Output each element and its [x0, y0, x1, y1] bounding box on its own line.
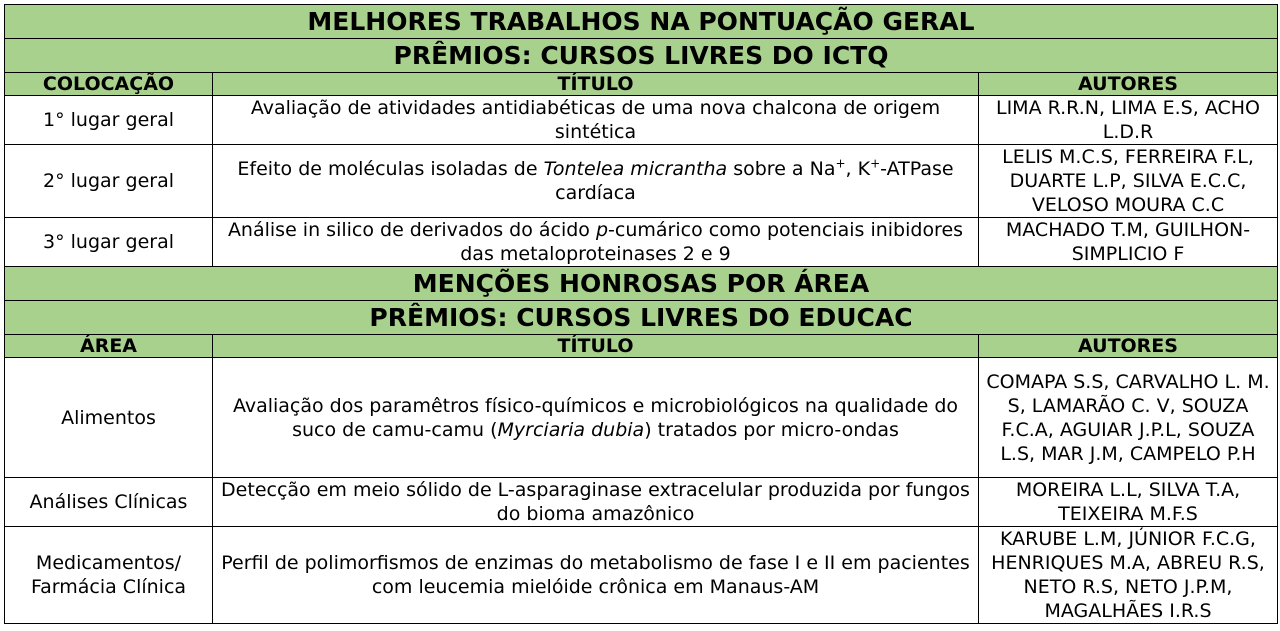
- place-cell: 1° lugar geral: [5, 96, 213, 145]
- title-text: , K: [845, 158, 871, 180]
- section1-subtitle: PRÊMIOS: CURSOS LIVRES DO ICTQ: [5, 39, 1278, 73]
- title-text: Efeito de moléculas isoladas de: [237, 158, 544, 180]
- place-cell: 2° lugar geral: [5, 145, 213, 218]
- awards-table: [4, 4, 1278, 624]
- place-cell: 3° lugar geral: [5, 218, 213, 267]
- superscript: +: [835, 156, 846, 171]
- title-text: sobre a Na: [727, 158, 836, 180]
- section2-subtitle: PRÊMIOS: CURSOS LIVRES DO EDUCAC: [5, 301, 1278, 335]
- authors-cell: MOREIRA L.L, SILVA T.A, TEIXEIRA M.F.S: [979, 478, 1278, 527]
- header-area: ÁREA: [5, 335, 213, 358]
- title-cell: Avaliação de atividades antidiabéticas de uma nova chalcona de origem sintética: [213, 96, 979, 145]
- title-text: Análise in silico de derivados do ácido: [227, 219, 596, 241]
- table-row: [5, 145, 1278, 218]
- section2-subtitle-row: [5, 301, 1278, 335]
- section1-header-row: [5, 73, 1278, 96]
- title-text: -ATPase cardíaca: [555, 158, 954, 204]
- section1-subtitle-row: [5, 39, 1278, 73]
- header-colocacao: COLOCAÇÃO: [5, 73, 213, 96]
- section2-title: MENÇÕES HONROSAS POR ÁREA: [5, 267, 1278, 301]
- header-titulo: TÍTULO: [213, 335, 979, 358]
- title-cell: [213, 218, 979, 267]
- area-cell: Medicamentos/ Farmácia Clínica: [5, 527, 213, 624]
- table-row: [5, 478, 1278, 527]
- table-row: [5, 527, 1278, 624]
- authors-cell: LIMA R.R.N, LIMA E.S, ACHO L.D.R: [979, 96, 1278, 145]
- table-row: [5, 358, 1278, 478]
- section2-title-row: [5, 267, 1278, 301]
- title-cell: Detecção em meio sólido de L-asparaginase extracelular produzida por fungos do bioma amazônico: [213, 478, 979, 527]
- authors-cell: KARUBE L.M, JÚNIOR F.C.G, HENRIQUES M.A, ABREU R.S, NETO R.S, NETO J.P.M, MAGALHÃES I.R.S: [979, 527, 1278, 624]
- italic-term: p: [595, 219, 609, 241]
- title-cell: [213, 358, 979, 478]
- superscript: +: [870, 156, 881, 171]
- header-autores: AUTORES: [979, 335, 1278, 358]
- section1-title: MELHORES TRABALHOS NA PONTUAÇÃO GERAL: [5, 5, 1278, 39]
- species-name: Tontelea micrantha: [543, 158, 728, 180]
- header-autores: AUTORES: [979, 73, 1278, 96]
- title-text: -cumárico como potenciais inibidores das metaloproteinases 2 e 9: [460, 219, 964, 265]
- species-name: Myrciaria dubia: [497, 418, 645, 441]
- table-row: [5, 96, 1278, 145]
- authors-cell: COMAPA S.S, CARVALHO L. M. S, LAMARÃO C. V, SOUZA F.C.A, AGUIAR J.P.L, SOUZA L.S, MAR J.M, CAMPELO P.H: [979, 358, 1278, 478]
- authors-cell: LELIS M.C.S, FERREIRA F.L, DUARTE L.P, SILVA E.C.C, VELOSO MOURA C.C: [979, 145, 1278, 218]
- section1-title-row: [5, 5, 1278, 39]
- title-text: ) tratados por micro-ondas: [644, 418, 899, 441]
- authors-cell: MACHADO T.M, GUILHON-SIMPLICIO F: [979, 218, 1278, 267]
- section2-header-row: [5, 335, 1278, 358]
- title-text: Avaliação dos paramêtros físico-químicos e microbiológicos na qualidade do suco de camu-camu (: [232, 394, 959, 441]
- area-cell: Análises Clínicas: [5, 478, 213, 527]
- title-cell: [213, 145, 979, 218]
- table-row: [5, 218, 1278, 267]
- area-cell: Alimentos: [5, 358, 213, 478]
- header-titulo: TÍTULO: [213, 73, 979, 96]
- title-cell: Perfil de polimorfismos de enzimas do metabolismo de fase I e II em pacientes com leucemia mielóide crônica em Manaus-AM: [213, 527, 979, 624]
